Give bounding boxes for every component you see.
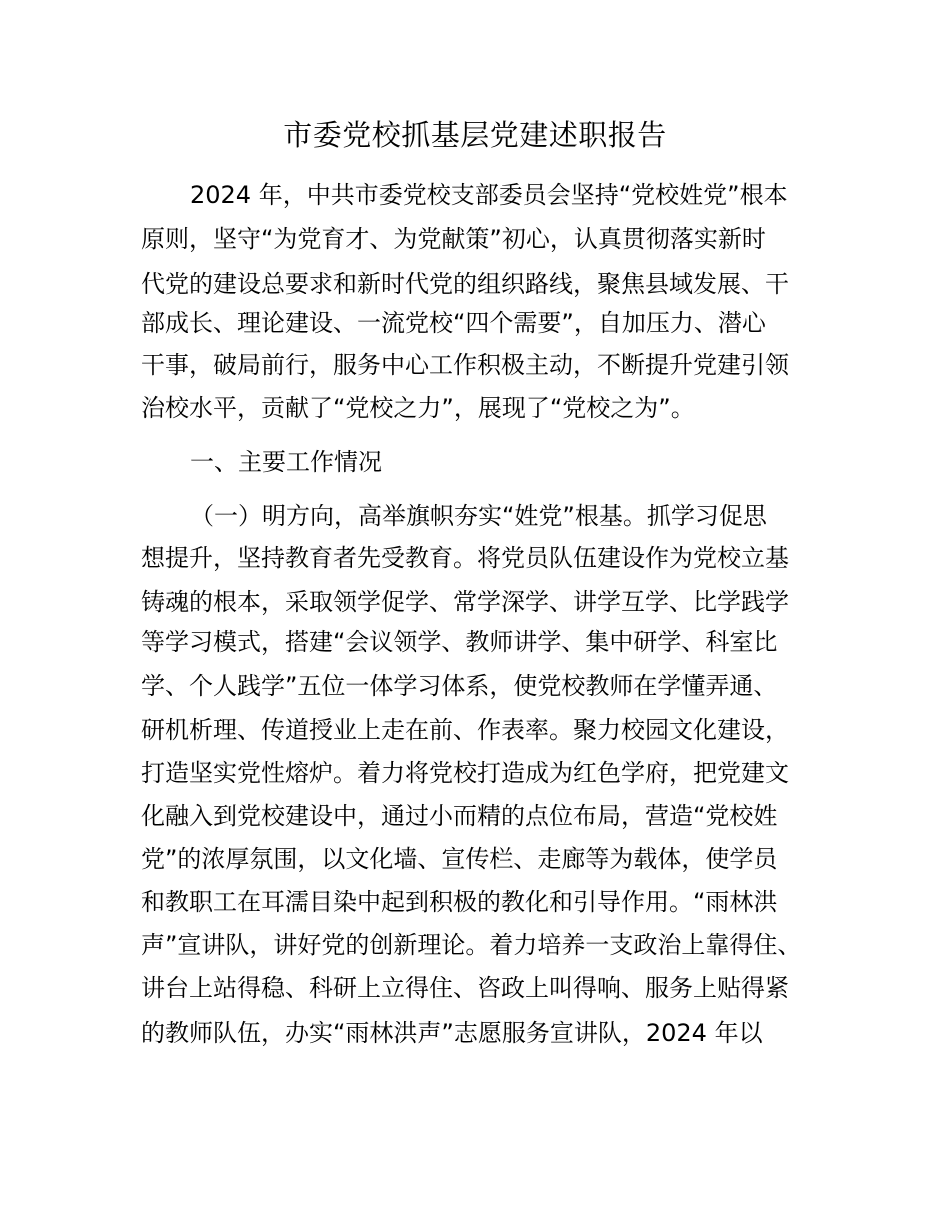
- paragraph-line: 部成长、理论建设、一流党校“四个需要”，自加压力、潜心: [141, 309, 766, 337]
- paragraph-line: 学、个人践学”五位一体学习体系，使党校教师在学懂弄通、: [141, 672, 778, 700]
- paragraph-line: 干事，破局前行，服务中心工作积极主动，不断提升党建引领: [141, 351, 789, 379]
- paragraph-line: 想提升，坚持教育者先受教育。将党员队伍建设作为党校立基: [141, 544, 789, 572]
- paragraph-line: 代党的建设总要求和新时代党的组织路线，聚焦县域发展、干: [141, 270, 789, 298]
- paragraph-line: （一）明方向，高举旗帜夯实“姓党”根基。抓学习促思: [190, 502, 767, 530]
- paragraph-line: 声”宣讲队，讲好党的创新理论。着力培养一支政治上靠得住、: [141, 931, 802, 959]
- paragraph-line: 研机析理、传道授业上走在前、作表率。聚力校园文化建设，: [141, 716, 789, 744]
- section-heading: 一、主要工作情况: [190, 448, 382, 476]
- paragraph-line: 铸魂的根本，采取领学促学、常学深学、讲学互学、比学践学: [141, 588, 789, 616]
- document-title: 市委党校抓基层党建述职报告: [283, 118, 667, 152]
- paragraph-line: 的教师队伍，办实“雨林洪声”志愿服务宣讲队，2024 年以: [141, 1019, 763, 1047]
- paragraph-line: 党”的浓厚氛围，以文化墙、宣传栏、走廊等为载体，使学员: [141, 845, 778, 873]
- paragraph-line: 治校水平，贡献了“党校之力”，展现了“党校之为”。: [141, 394, 695, 422]
- paragraph-line: 和教职工在耳濡目染中起到积极的教化和引导作用。“雨林洪: [141, 888, 778, 916]
- paragraph-line: 讲台上站得稳、科研上立得住、咨政上叫得响、服务上贴得紧: [141, 974, 789, 1002]
- paragraph-line: 等学习模式，搭建“会议领学、教师讲学、集中研学、科室比: [141, 628, 778, 656]
- paragraph-line: 打造坚实党性熔炉。着力将党校打造成为红色学府，把党建文: [141, 759, 789, 787]
- paragraph-line: 原则，坚守“为党育才、为党献策”初心，认真贯彻落实新时: [141, 225, 766, 253]
- paragraph-line: 2024 年，中共市委党校支部委员会坚持“党校姓党”根本: [190, 181, 788, 209]
- paragraph-line: 化融入到党校建设中，通过小而精的点位布局，营造“党校姓: [141, 802, 778, 830]
